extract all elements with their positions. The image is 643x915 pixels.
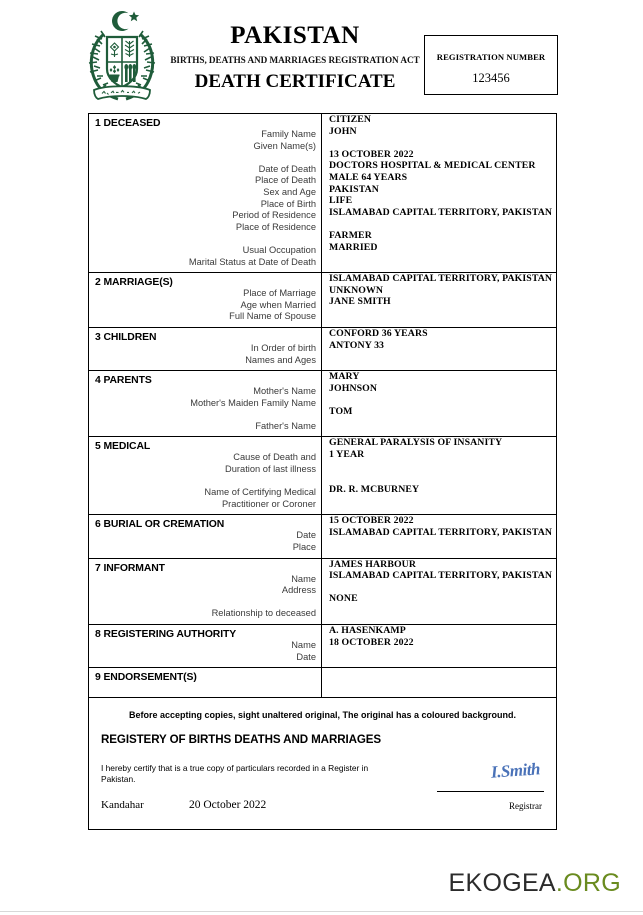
- certification-block: [89, 698, 556, 829]
- field-label: Names and Ages: [245, 354, 316, 365]
- field-value: JOHN: [329, 125, 357, 137]
- section-1: [89, 114, 556, 273]
- section-title: 7 INFORMANT: [95, 562, 165, 574]
- brand-name: EKOGEA: [448, 869, 556, 897]
- field-label: Address: [281, 585, 316, 596]
- section-label-column: [89, 625, 322, 667]
- title-block: [170, 22, 420, 93]
- section-value-column: [322, 114, 556, 272]
- field-value: ISLAMABAD CAPITAL TERRITORY, PAKISTAN: [329, 527, 553, 539]
- signature-rule: [437, 791, 544, 792]
- field-value: NONE: [329, 593, 358, 605]
- field-label: Period of Residence: [232, 210, 316, 221]
- field-value: PAKISTAN: [329, 183, 379, 195]
- row-spacer: [329, 218, 556, 230]
- section-label-column: [89, 559, 322, 624]
- section-value-column: [322, 437, 556, 514]
- section-value-column: [322, 559, 556, 624]
- field-value: JAMES HARBOUR: [329, 558, 417, 570]
- section-6: [89, 515, 556, 558]
- value-list: [329, 437, 556, 495]
- field-label: Name: [291, 573, 316, 584]
- certificate-header: [0, 0, 643, 110]
- field-value: ANTONY 33: [329, 339, 385, 351]
- field-value: ISLAMABAD CAPITAL TERRITORY, PAKISTAN: [329, 570, 553, 582]
- value-list: [329, 668, 556, 678]
- registration-number-value: 123456: [472, 71, 510, 85]
- section-value-column: [322, 668, 556, 697]
- warning-text: Before accepting copies, sight unaltered original, The original has a coloured background.: [128, 710, 517, 721]
- value-list: [329, 515, 556, 538]
- registry-heading: REGISTERY OF BIRTHS DEATHS AND MARRIAGES: [101, 733, 382, 747]
- field-value: JANE SMITH: [329, 296, 391, 308]
- field-value: UNKNOWN: [329, 284, 384, 296]
- field-label: Place of Death: [255, 175, 316, 186]
- field-label: Date: [296, 651, 316, 662]
- field-value: ISLAMABAD CAPITAL TERRITORY, PAKISTAN: [329, 206, 553, 218]
- field-label: Name: [291, 640, 316, 650]
- field-label: Date: [296, 530, 316, 541]
- field-label: Father's Name: [255, 420, 316, 431]
- signing-date: 20 October 2022: [189, 799, 267, 812]
- section-value-column: [322, 371, 556, 436]
- section-label-column: [89, 668, 322, 697]
- section-label-column: [89, 515, 322, 557]
- section-title: 2 MARRIAGE(S): [95, 277, 173, 289]
- field-value: A. HASENKAMP: [329, 625, 406, 636]
- field-label: Given Name(s): [253, 140, 316, 151]
- field-value: CONFORD 36 YEARS: [329, 327, 428, 339]
- section-title: 4 PARENTS: [95, 375, 152, 387]
- field-label: Marital Status at Date of Death: [188, 256, 316, 267]
- row-spacer: [329, 461, 556, 473]
- value-list: [329, 559, 556, 605]
- certificate-table: [88, 113, 557, 830]
- field-value: GENERAL PARALYSIS OF INSANITY: [329, 437, 503, 449]
- section-label-column: [89, 437, 322, 514]
- section-8: [89, 625, 556, 668]
- field-value: LIFE: [329, 195, 353, 207]
- field-label: Practitioner or Coroner: [221, 498, 316, 509]
- field-label: Cause of Death and: [233, 452, 316, 463]
- section-title: 6 BURIAL OR CREMATION: [95, 519, 225, 531]
- field-value: JOHNSON: [329, 382, 378, 394]
- pakistan-state-emblem-icon: [76, 6, 168, 106]
- section-value-column: [322, 515, 556, 557]
- value-list: [329, 114, 556, 253]
- section-label-column: [89, 273, 322, 327]
- row-spacer: [329, 394, 556, 406]
- field-value: 18 OCTOBER 2022: [329, 636, 414, 648]
- value-list: [329, 328, 556, 351]
- registrar-label: Registrar: [509, 801, 542, 812]
- document-title: DEATH CERTIFICATE: [194, 70, 396, 92]
- field-value: FARMER: [329, 229, 372, 241]
- field-label: Full Name of Spouse: [229, 311, 316, 322]
- section-title: 8 REGISTERING AUTHORITY: [95, 629, 237, 640]
- signing-place: Kandahar: [101, 799, 144, 812]
- field-label: Place of Birth: [260, 198, 316, 209]
- section-value-column: [322, 328, 556, 370]
- field-label: Mother's Maiden Family Name: [190, 397, 316, 408]
- field-value: DR. R. MCBURNEY: [329, 483, 420, 495]
- row-spacer: [329, 137, 556, 149]
- row-spacer: [89, 152, 316, 164]
- brand-logo: [449, 869, 622, 898]
- section-9: [89, 668, 556, 698]
- field-value: MALE 64 YEARS: [329, 171, 408, 183]
- field-label: Duration of last illness: [225, 464, 316, 475]
- section-title: 1 DECEASED: [95, 118, 161, 129]
- field-value: 15 OCTOBER 2022: [329, 515, 414, 527]
- country-title: PAKISTAN: [230, 22, 360, 49]
- field-label: Age when Married: [240, 299, 316, 310]
- field-value: TOM: [329, 405, 353, 417]
- section-label-column: [89, 371, 322, 436]
- bottom-divider: [0, 911, 643, 912]
- field-label: Place of Residence: [235, 221, 316, 232]
- row-spacer: [329, 582, 556, 594]
- field-value: MARY: [329, 371, 360, 383]
- section-2: [89, 273, 556, 328]
- value-list: [329, 273, 556, 308]
- value-list: [329, 371, 556, 417]
- registration-number-box: [424, 35, 558, 95]
- section-5: [89, 437, 556, 515]
- section-4: [89, 371, 556, 437]
- brand-tld: .ORG: [555, 869, 621, 897]
- field-value: 1 YEAR: [329, 449, 365, 461]
- section-label-column: [89, 328, 322, 370]
- field-label: Place: [292, 542, 316, 553]
- section-7: [89, 559, 556, 625]
- field-value: CITIZEN: [329, 114, 372, 125]
- registration-number-label: REGISTRATION NUMBER: [436, 52, 546, 62]
- field-label: Place of Marriage: [243, 288, 316, 299]
- field-value: MARRIED: [329, 241, 378, 253]
- field-label: Family Name: [261, 129, 316, 139]
- certification-text: I hereby certify that is a true copy of particulars recorded in a Register in Pakistan.: [101, 763, 369, 785]
- field-value: [329, 472, 556, 484]
- field-label: Name of Certifying Medical: [204, 487, 316, 498]
- section-title: 5 MEDICAL: [95, 441, 151, 453]
- field-label: Date of Death: [258, 163, 316, 174]
- row-spacer: [89, 409, 316, 421]
- row-spacer: [89, 597, 316, 609]
- section-title: 3 CHILDREN: [95, 331, 157, 343]
- field-label: Usual Occupation: [242, 244, 316, 255]
- row-spacer: [89, 476, 316, 488]
- value-list: [329, 625, 556, 648]
- field-value: 13 OCTOBER 2022: [329, 148, 414, 160]
- section-title: 9 ENDORSEMENT(S): [95, 672, 197, 684]
- section-value-column: [322, 625, 556, 667]
- field-value: ISLAMABAD CAPITAL TERRITORY, PAKISTAN: [329, 273, 553, 285]
- field-label: Mother's Name: [253, 386, 316, 397]
- field-label: Relationship to deceased: [211, 608, 316, 619]
- section-3: [89, 328, 556, 371]
- row-spacer: [89, 233, 316, 245]
- section-value-column: [322, 273, 556, 327]
- section-label-column: [89, 114, 322, 272]
- act-subtitle: BIRTHS, DEATHS AND MARRIAGES REGISTRATION ACT: [170, 54, 420, 65]
- field-label: Sex and Age: [263, 186, 316, 197]
- registrar-signature: I.Smith: [490, 759, 541, 782]
- field-value: DOCTORS HOSPITAL & MEDICAL CENTER: [329, 160, 536, 172]
- field-label: In Order of birth: [250, 342, 316, 353]
